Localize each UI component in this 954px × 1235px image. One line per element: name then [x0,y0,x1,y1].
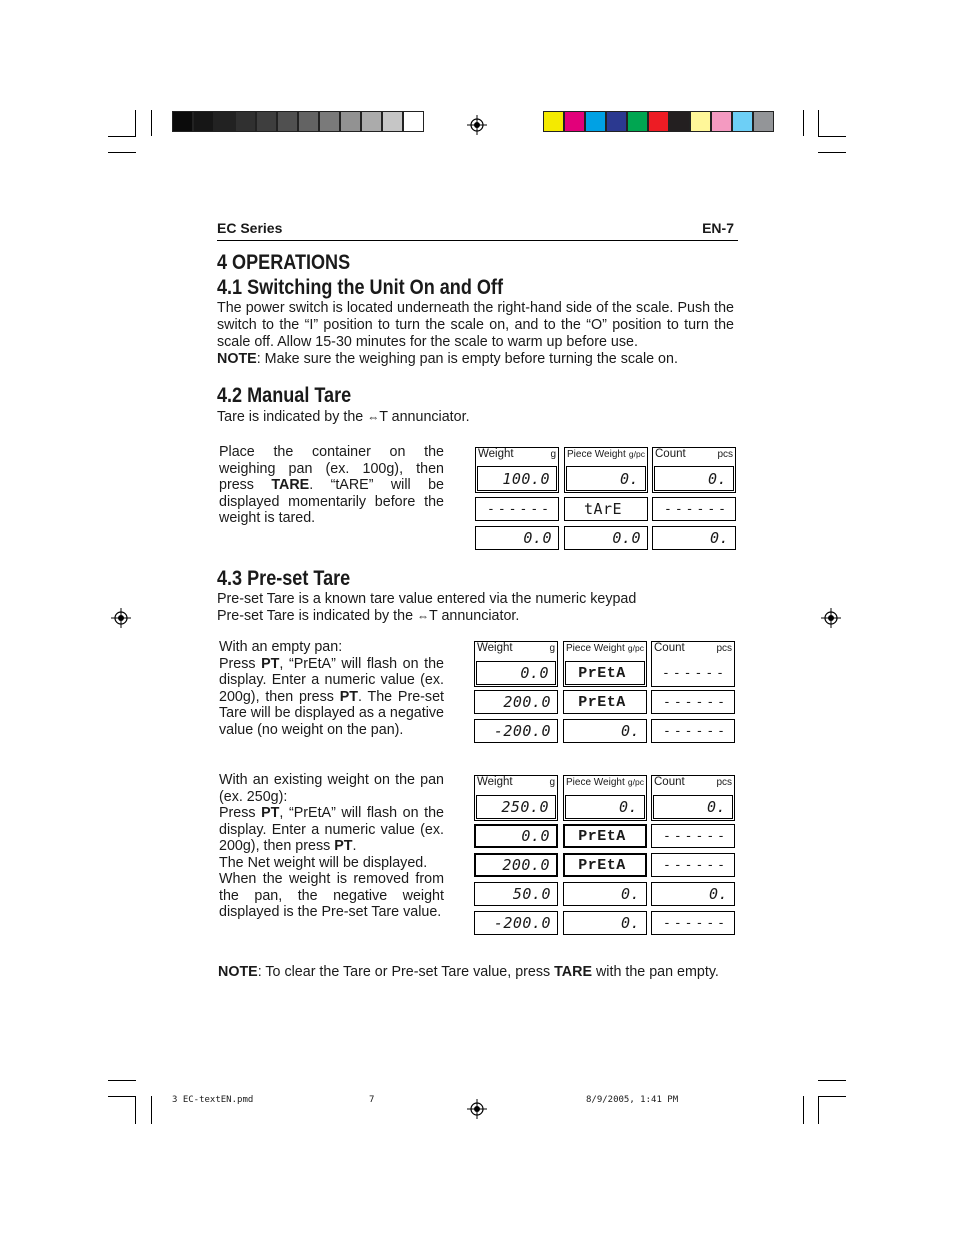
key-pt: PT [261,805,280,821]
gray-swatch [277,111,298,132]
key-pt: PT [261,655,280,672]
lcd-piece-a1: PrEtA [565,661,645,685]
lcd-weight-r3: 0.0 [475,526,559,550]
color-swatch [543,111,564,132]
lcd-count-r1: 0. [654,466,734,491]
lcd-piece-a2: PrEtA [563,690,647,714]
preset-tare-empty-instructions: With an empty pan: Press PT, “PrEtA” will flash on the display. Enter a numeric value (ex. 200g), then press PT. The Pre-set Tare will be displayed as a negative value (no weight on the pan). [219,639,444,738]
key-tare: TARE [554,964,592,980]
lcd-piece-b4: 0. [563,882,647,906]
footer-filename: 3 EC-textEN.pmd [172,1095,254,1105]
color-calibration-bar [543,111,774,132]
lcd-count-b1: 0. [653,795,733,819]
page-number: EN-7 [702,220,734,236]
subsection-4-3-intro: Pre-set Tare is a known tare value entered via the numeric keypad Pre-set Tare is indicated by the ⇔T annunciator. [217,591,637,624]
lcd-count-r3: 0. [652,526,736,550]
lcd-count-r2: ------ [652,497,736,521]
panel-count: Count pcs [652,447,736,493]
preset-tare-weighted-instructions: With an existing weight on the pan (ex. 250g): Press PT, “PrEtA” will flash on the display. Enter a numeric value (ex. 200g), then press PT. The Net weight will be displayed. When the weight is removed from the pan, the negative weight displayed is the Pre-set Tare value. [219,772,444,920]
lcd-count-a3: ------ [651,719,735,743]
key-pt: PT [334,838,353,854]
panel-weight: Weight g [474,641,558,687]
lcd-piece-b1: 0. [565,795,645,819]
key-tare: TARE [271,477,310,493]
color-swatch [690,111,711,132]
lcd-weight-a2: 200.0 [474,690,558,714]
lcd-weight-b1: 250.0 [476,795,556,819]
lcd-count-b4: 0. [651,882,735,906]
gray-swatch [256,111,277,132]
panel-count: Count pcs [651,641,735,687]
panel-weight: Weight g [474,775,558,821]
registration-mark-right [821,608,841,628]
lcd-piece-r2: tArE [564,497,648,521]
gray-swatch [193,111,214,132]
registration-mark-bottom [467,1099,487,1119]
lcd-weight-b2: 0.0 [474,824,558,848]
running-header [217,220,738,241]
gray-swatch [214,111,235,132]
subsection-4-3-title: 4.3 Pre-set Tare [217,567,351,590]
footer-page: 7 [369,1095,375,1105]
series-name: EC Series [217,220,283,236]
lcd-count-b3: ------ [651,853,735,877]
gray-calibration-bar [172,111,424,132]
section-title: 4 OPERATIONS [217,251,351,274]
lcd-count-b2: ------ [651,824,735,848]
color-swatch [732,111,753,132]
manual-tare-instructions: Place the container on the weighing pan (ex. 100g), then press TARE. “tARE” will be displayed momentarily before the weight is tared. [219,444,444,526]
color-swatch [648,111,669,132]
lcd-count-a1: ------ [653,661,733,685]
color-swatch [711,111,732,132]
lcd-weight-b4: 50.0 [474,882,558,906]
lcd-weight-b3: 200.0 [474,853,558,877]
final-note: NOTE: To clear the Tare or Pre-set Tare value, press TARE with the pan empty. [218,964,719,980]
note-label: NOTE [217,351,257,367]
lcd-piece-a3: 0. [563,719,647,743]
lcd-weight-r1: 100.0 [477,466,557,491]
lcd-piece-r1: 0. [566,466,646,491]
panel-piece-weight: Piece Weight g/pc [563,775,647,821]
gray-swatch [403,111,424,132]
tare-arrow-icon: ⇔ [367,410,380,424]
gray-swatch [235,111,256,132]
color-swatch [564,111,585,132]
registration-mark-top [467,115,487,135]
lcd-piece-b2: PrEtA [563,824,647,848]
color-swatch [753,111,774,132]
color-swatch [627,111,648,132]
lcd-count-a2: ------ [651,690,735,714]
subsection-4-2-intro: Tare is indicated by the ⇔T annunciator. [217,409,470,425]
lcd-weight-b5: -200.0 [474,911,558,935]
subsection-4-2-title: 4.2 Manual Tare [217,384,352,407]
lcd-weight-r2: ------ [475,497,559,521]
subsection-4-1-title: 4.1 Switching the Unit On and Off [217,276,503,299]
footer-date: 8/9/2005, 1:41 PM [586,1095,679,1105]
note-label: NOTE [218,964,258,980]
subsection-4-1-body: The power switch is located underneath the right-hand side of the scale. Push the switch to the “I” position to turn the scale on, and to the “O” position to turn the scale off. Allow 15-30 minutes for the scale to warm up before use. NOTE: Make sure the weighing pan is empty before turning the scale on. [217,300,734,367]
color-swatch [669,111,690,132]
panel-piece-weight: Piece Weight g/pc [564,447,648,493]
tare-arrow-icon: ⇔ [417,609,429,623]
gray-swatch [319,111,340,132]
lcd-weight-a3: -200.0 [474,719,558,743]
panel-count: Count pcs [651,775,735,821]
lcd-count-b5: ------ [651,911,735,935]
gray-swatch [298,111,319,132]
gray-swatch [361,111,382,132]
panel-weight: Weight g [475,447,559,493]
lcd-piece-b5: 0. [563,911,647,935]
panel-piece-weight: Piece Weight g/pc [563,641,647,687]
gray-swatch [382,111,403,132]
gray-swatch [172,111,193,132]
lcd-piece-r3: 0.0 [564,526,648,550]
registration-mark-left [111,608,131,628]
gray-swatch [340,111,361,132]
key-pt: PT [339,688,358,705]
color-swatch [585,111,606,132]
lcd-piece-b3: PrEtA [563,853,647,877]
lcd-weight-a1: 0.0 [476,661,556,685]
color-swatch [606,111,627,132]
